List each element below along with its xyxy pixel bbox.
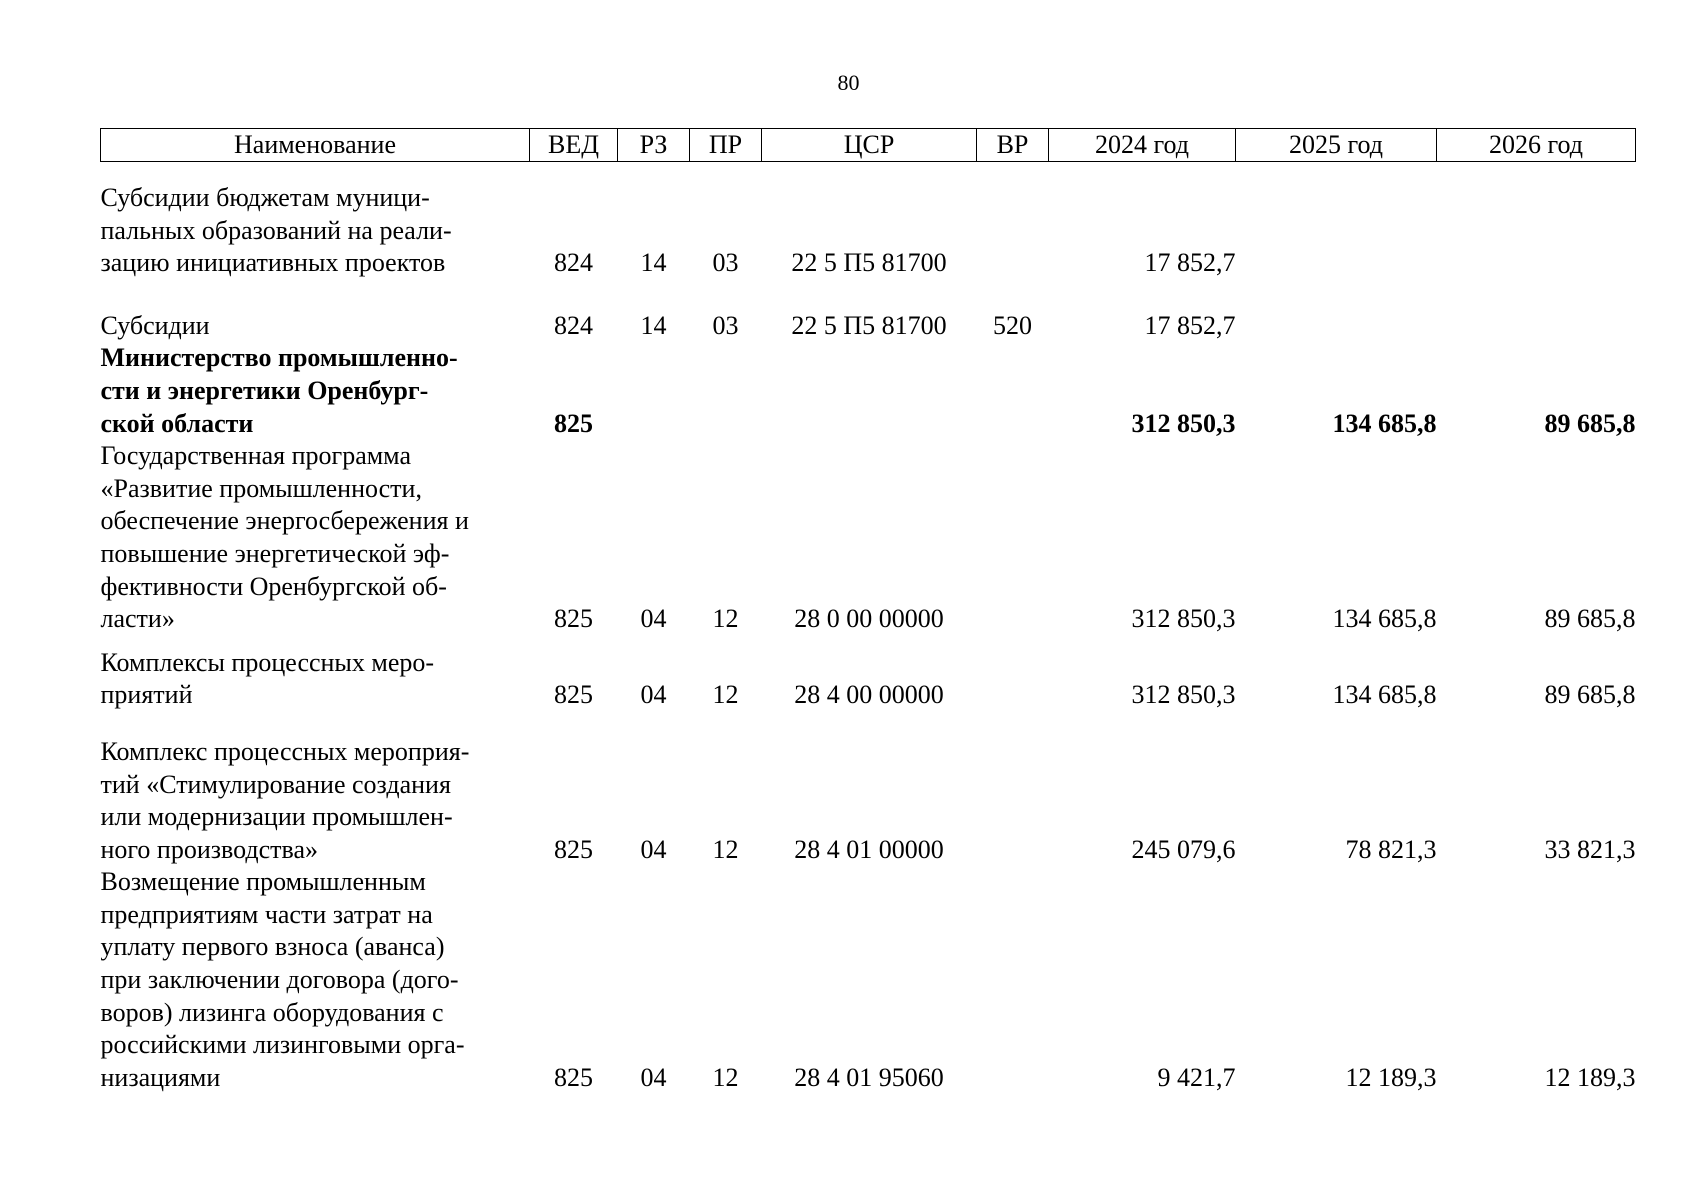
header-name: Наименование (101, 129, 530, 162)
header-2024: 2024 год (1049, 129, 1236, 162)
row-rz: 14 (640, 310, 667, 340)
row-pr: 03 (712, 248, 739, 278)
row-2025 (1236, 280, 1437, 343)
budget-table (100, 128, 1636, 1094)
row-vr (977, 440, 1049, 636)
row-rz: 04 (640, 604, 667, 634)
row-rz (618, 342, 690, 440)
table-header-row (101, 129, 1636, 162)
row-csr: 22 5 П5 81700 (791, 248, 947, 278)
row-csr (762, 342, 977, 440)
row-2025: 78 821,3 (1345, 834, 1437, 864)
row-ved: 824 (554, 248, 593, 278)
row-2024: 17 852,7 (1144, 248, 1236, 278)
row-pr: 12 (712, 834, 739, 864)
header-pr: ПР (690, 129, 762, 162)
header-2025: 2025 год (1236, 129, 1437, 162)
row-csr: 28 4 01 95060 (794, 1062, 944, 1092)
row-2024: 245 079,6 (1131, 834, 1236, 864)
row-ved: 825 (554, 1062, 593, 1092)
table-row (101, 636, 1636, 712)
row-2024: 17 852,7 (1144, 310, 1236, 340)
row-vr (977, 342, 1049, 440)
row-pr: 12 (712, 1062, 739, 1092)
row-name: Государственная программа «Развитие промышленности, обеспечение энергосбережения и повышение энергетической эф- фективности Оренбургской об- ласти» (100, 441, 469, 634)
row-name: Комплексы процессных меро- приятий (100, 647, 435, 710)
row-name: Субсидии (100, 310, 210, 340)
row-2026 (1437, 162, 1636, 280)
row-2025: 134 685,8 (1332, 604, 1437, 634)
row-2024: 312 850,3 (1131, 604, 1236, 634)
row-2024: 312 850,3 (1131, 408, 1236, 438)
header-rz: РЗ (618, 129, 690, 162)
row-pr (690, 342, 762, 440)
row-pr: 12 (712, 604, 739, 634)
row-2024: 9 421,7 (1157, 1062, 1236, 1092)
row-name: Возмещение промышленным предприятиям части затрат на уплату первого взноса (аванса) при заключении договора (дого- воров) лизинга оборудования с российскими лизинговыми орга- низациями (100, 867, 465, 1092)
row-2026: 12 189,3 (1544, 1062, 1636, 1092)
row-name: Министерство промышленно- сти и энергетики Оренбург- ской области (100, 343, 458, 438)
table-row (101, 712, 1636, 866)
row-ved: 824 (554, 310, 593, 340)
row-rz: 04 (640, 680, 667, 710)
row-2025 (1236, 162, 1437, 280)
row-pr: 12 (712, 680, 739, 710)
header-ved: ВЕД (530, 129, 618, 162)
row-2026: 89 685,8 (1544, 680, 1636, 710)
table-row (101, 440, 1636, 636)
header-2026: 2026 год (1437, 129, 1636, 162)
row-2025: 134 685,8 (1332, 680, 1437, 710)
table-row (101, 866, 1636, 1094)
table-row (101, 280, 1636, 343)
row-csr: 28 0 00 00000 (794, 604, 944, 634)
table-row (101, 162, 1636, 280)
row-2026: 33 821,3 (1544, 834, 1636, 864)
row-rz: 04 (640, 1062, 667, 1092)
row-name: Субсидии бюджетам муници- пальных образований на реали- зацию инициативных проектов (100, 183, 452, 278)
row-2026 (1437, 280, 1636, 343)
row-csr: 22 5 П5 81700 (791, 310, 947, 340)
row-ved: 825 (554, 604, 593, 634)
row-2025: 134 685,8 (1332, 408, 1437, 438)
header-vr: ВР (977, 129, 1049, 162)
row-rz: 04 (640, 834, 667, 864)
row-vr (977, 162, 1049, 280)
row-ved: 825 (554, 680, 593, 710)
row-vr (977, 866, 1049, 1094)
row-csr: 28 4 00 00000 (794, 680, 944, 710)
row-vr: 520 (993, 310, 1032, 340)
row-2026: 89 685,8 (1544, 604, 1636, 634)
row-pr: 03 (712, 310, 739, 340)
row-2025: 12 189,3 (1345, 1062, 1437, 1092)
row-ved: 825 (554, 834, 593, 864)
row-vr (977, 712, 1049, 866)
table-row (101, 342, 1636, 440)
row-2024: 312 850,3 (1131, 680, 1236, 710)
header-csr: ЦСР (762, 129, 977, 162)
row-vr (977, 636, 1049, 712)
row-ved: 825 (554, 408, 593, 438)
row-2026: 89 685,8 (1544, 408, 1636, 438)
row-csr: 28 4 01 00000 (794, 834, 944, 864)
row-name: Комплекс процессных мероприя- тий «Стимулирование создания или модернизации промышлен- ного производства» (100, 736, 470, 864)
page-number: 80 (837, 70, 860, 95)
row-rz: 14 (640, 248, 667, 278)
